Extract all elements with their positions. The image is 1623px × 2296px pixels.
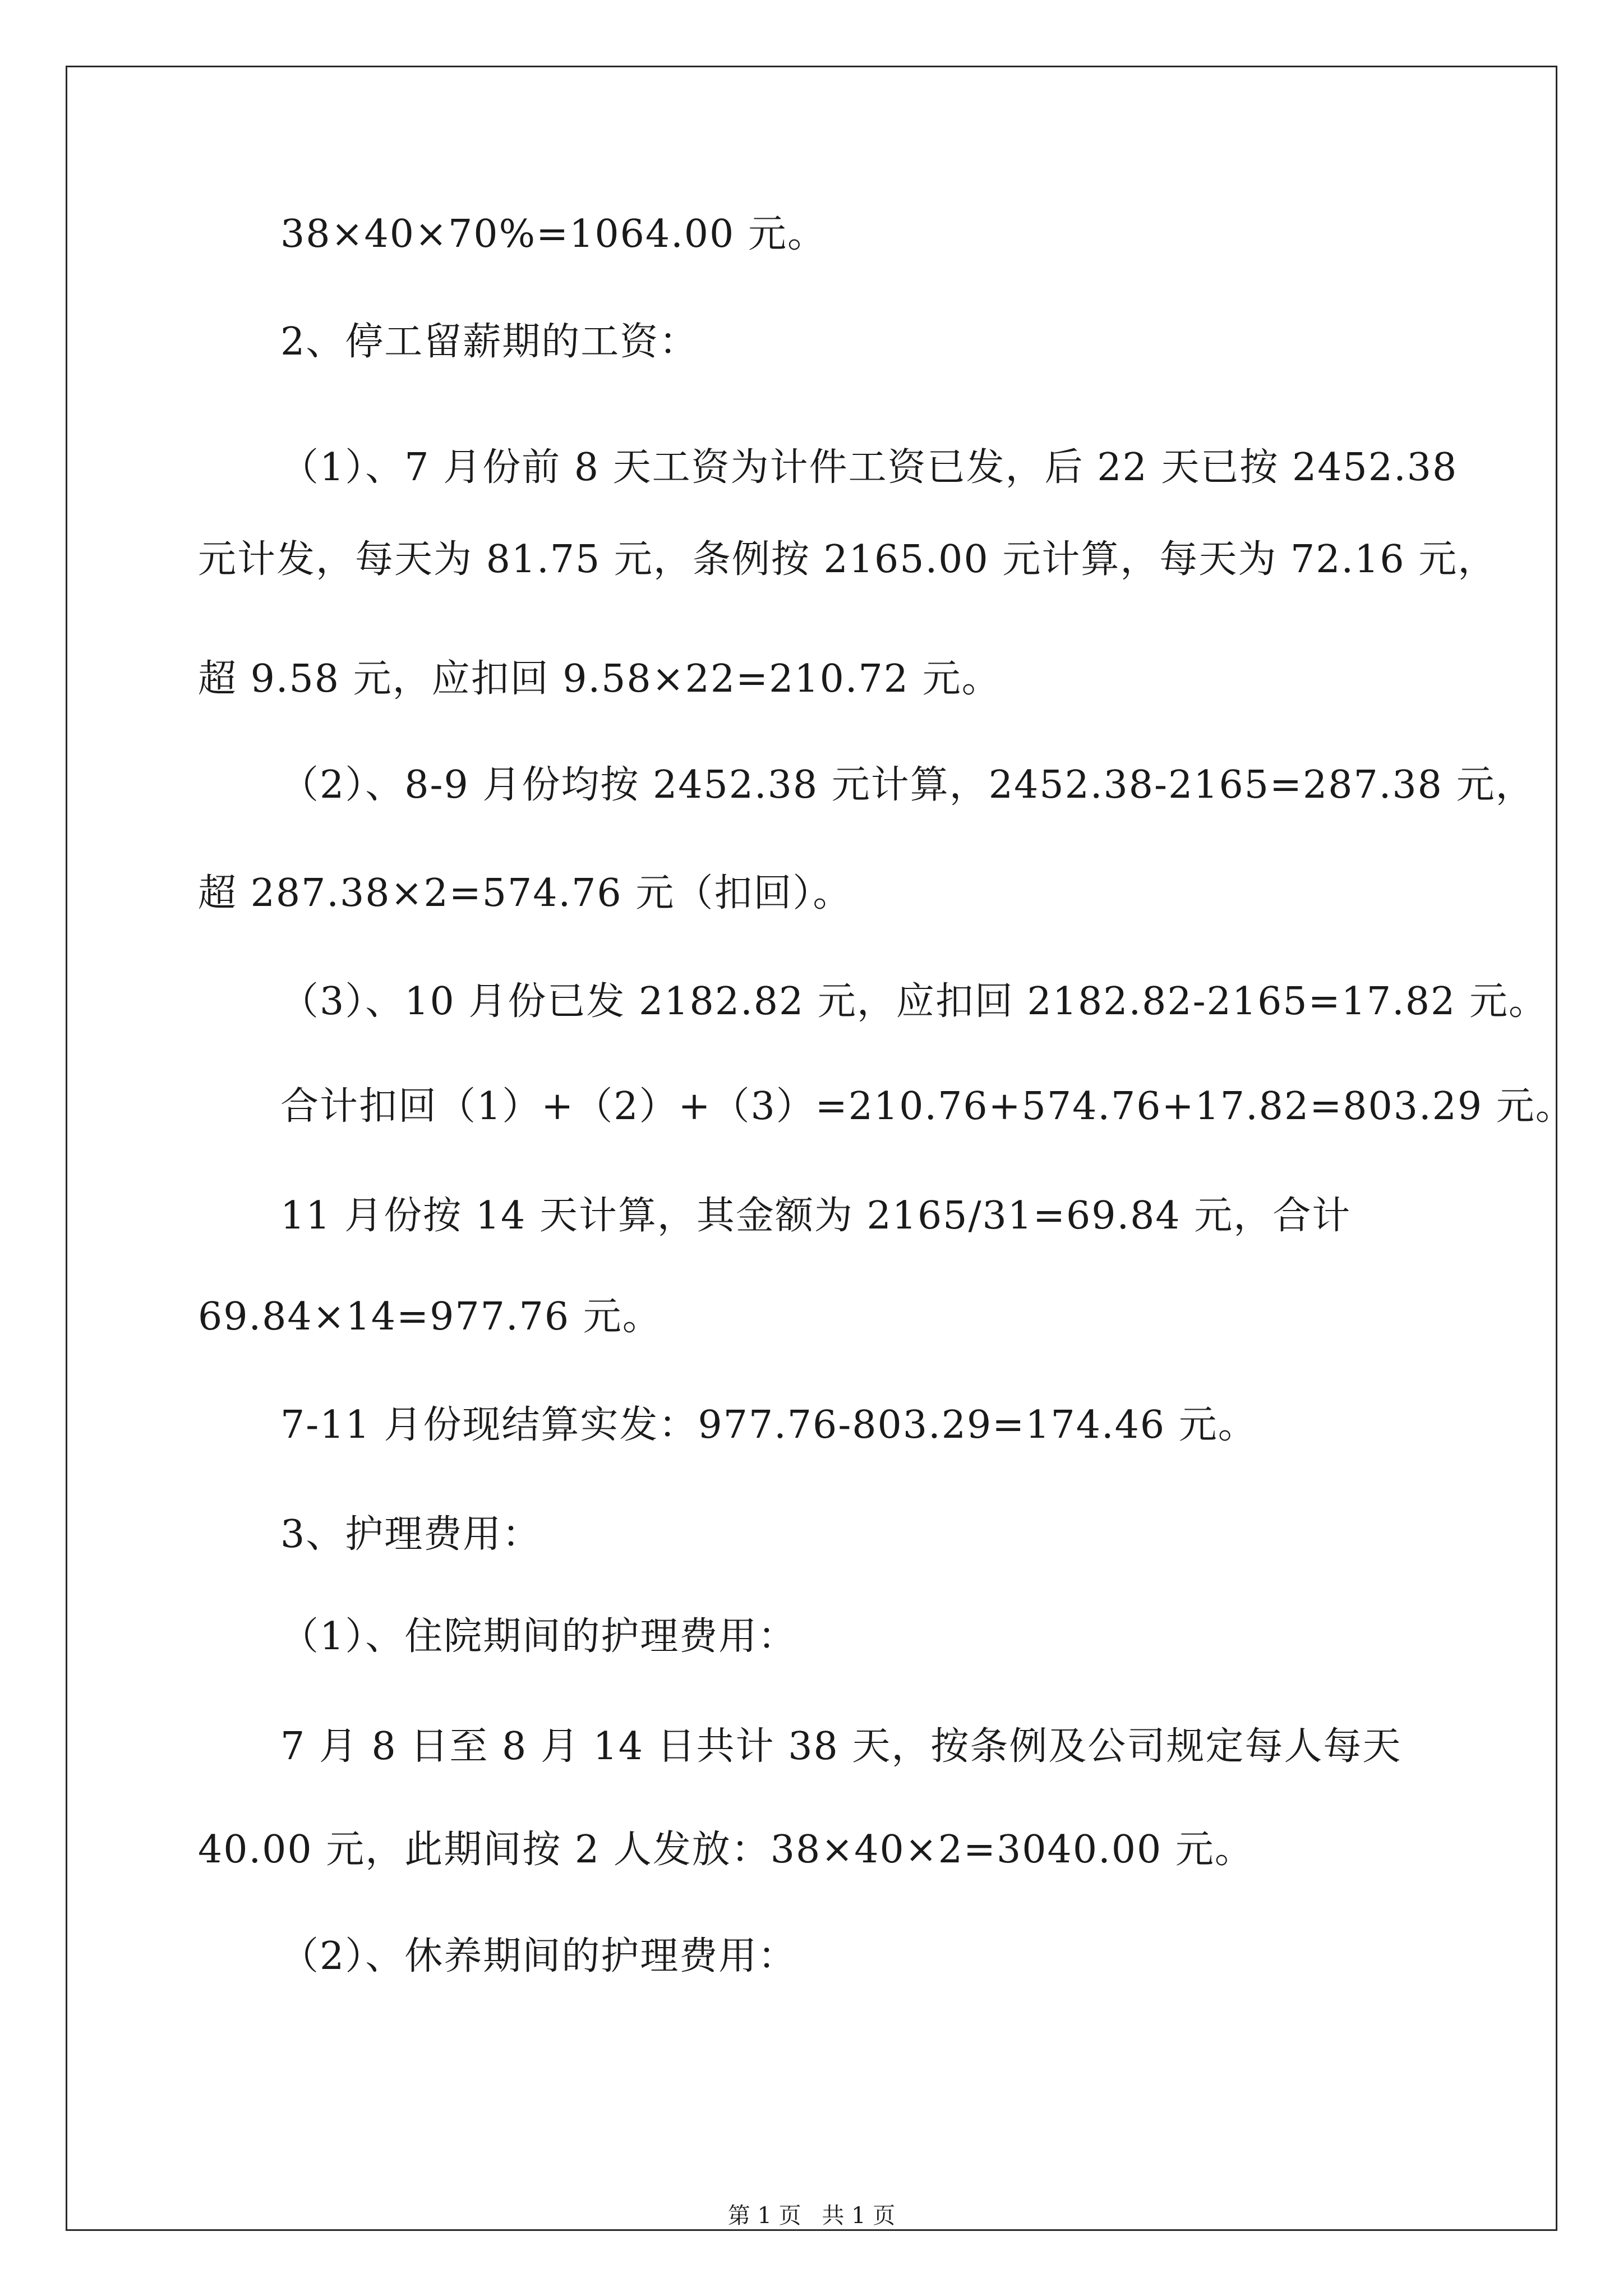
text-line: 40.00 元，此期间按 2 人发放：38×40×2=3040.00 元。 bbox=[198, 1828, 1254, 1872]
text-line: 元计发，每天为 81.75 元，条例按 2165.00 元计算，每天为 72.16 元， bbox=[198, 537, 1497, 582]
text-line: （3）、10 月份已发 2182.82 元，应扣回 2182.82-2165=17.82 元。 bbox=[280, 979, 1548, 1024]
page-border bbox=[66, 66, 1557, 2231]
text-line: 69.84×14=977.76 元。 bbox=[198, 1295, 662, 1339]
text-line: 7 月 8 日至 8 月 14 日共计 38 天，按条例及公司规定每人每天 bbox=[280, 1724, 1402, 1769]
page-footer bbox=[0, 2200, 1623, 2231]
text-line: 7-11 月份现结算实发：977.76-803.29=174.46 元。 bbox=[280, 1403, 1257, 1447]
section-heading: 2、停工留薪期的工资： bbox=[280, 320, 699, 364]
text-line: 合计扣回（1）+（2）+（3）=210.76+574.76+17.82=803.29 元。 bbox=[280, 1084, 1575, 1129]
text-line: （2）、8-9 月份均按 2452.38 元计算，2452.38-2165=287.38 元， bbox=[280, 763, 1535, 807]
text-line: 11 月份按 14 天计算，其金额为 2165/31=69.84 元，合计 bbox=[280, 1194, 1352, 1238]
page-total: 共 1 页 bbox=[822, 2203, 896, 2229]
text-line: 超 287.38×2=574.76 元（扣回）。 bbox=[198, 871, 852, 915]
section-heading: 3、护理费用： bbox=[280, 1512, 542, 1557]
text-line: （1）、住院期间的护理费用： bbox=[280, 1614, 797, 1659]
text-line: 超 9.58 元，应扣回 9.58×22=210.72 元。 bbox=[198, 657, 1001, 701]
text-line: （2）、休养期间的护理费用： bbox=[280, 1934, 797, 1978]
text-line: （1）、7 月份前 8 天工资为计件工资已发，后 22 天已按 2452.38 bbox=[280, 445, 1458, 490]
text-line: 38×40×70%=1064.00 元。 bbox=[280, 212, 827, 256]
page-number: 第 1 页 bbox=[727, 2203, 801, 2229]
